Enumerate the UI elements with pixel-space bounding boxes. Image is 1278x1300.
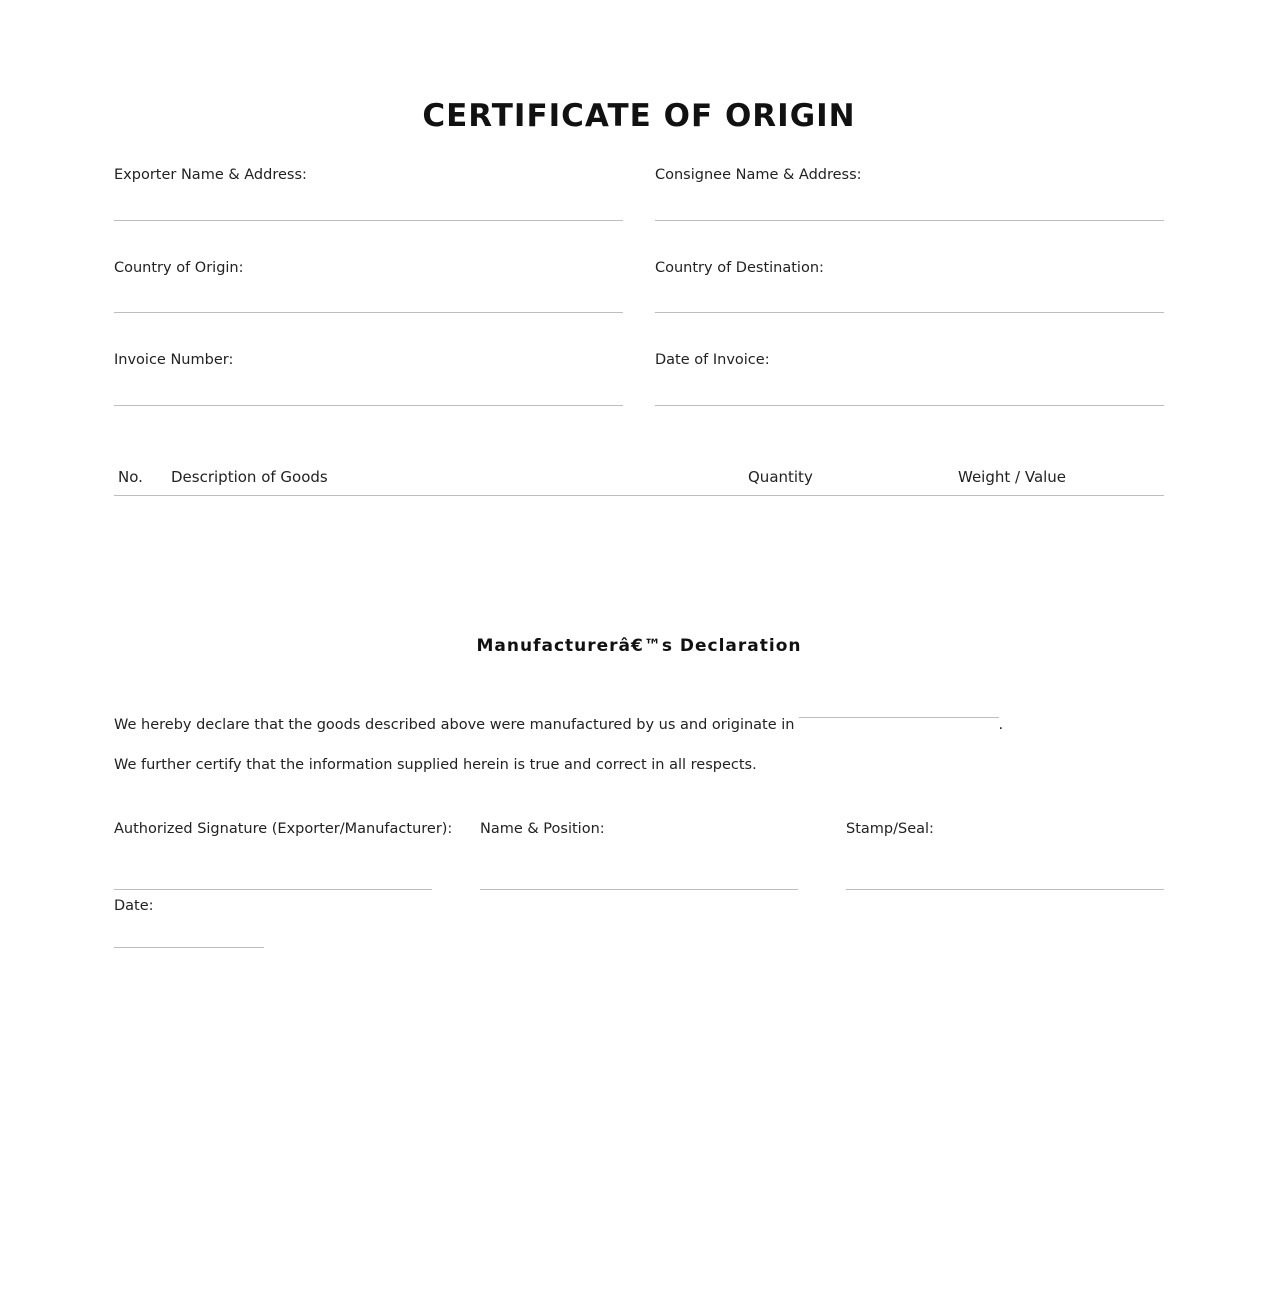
declaration-line-1 <box>114 717 1003 733</box>
invoice-number-label: Invoice Number: <box>114 352 234 368</box>
declaration-line-2: We further certify that the information supplied herein is true and correct in all respects. <box>114 757 757 773</box>
country-destination-field[interactable] <box>655 312 1164 313</box>
column-header-weight-value: Weight / Value <box>958 468 1067 486</box>
consignee-label: Consignee Name & Address: <box>655 167 862 183</box>
exporter-label: Exporter Name & Address: <box>114 167 307 183</box>
name-position-label: Name & Position: <box>480 821 605 837</box>
stamp-field[interactable] <box>846 889 1164 890</box>
country-origin-label: Country of Origin: <box>114 260 244 276</box>
declaration-heading: Manufacturerâ€™s Declaration <box>476 636 802 656</box>
declaration-period: . <box>998 717 1004 733</box>
origin-country-blank[interactable] <box>799 717 999 732</box>
table-header-divider <box>114 495 1164 496</box>
invoice-date-field[interactable] <box>655 405 1164 406</box>
page-title: CERTIFICATE OF ORIGIN <box>422 98 856 134</box>
exporter-field[interactable] <box>114 220 623 221</box>
date-field[interactable] <box>114 947 264 948</box>
stamp-label: Stamp/Seal: <box>846 821 934 837</box>
consignee-field[interactable] <box>655 220 1164 221</box>
column-header-quantity: Quantity <box>748 468 813 486</box>
signature-label: Authorized Signature (Exporter/Manufacturer): <box>114 821 453 837</box>
country-origin-field[interactable] <box>114 312 623 313</box>
country-destination-label: Country of Destination: <box>655 260 824 276</box>
column-header-description: Description of Goods <box>171 468 328 486</box>
invoice-date-label: Date of Invoice: <box>655 352 770 368</box>
signature-field[interactable] <box>114 889 432 890</box>
column-header-no: No. <box>118 468 143 486</box>
date-label: Date: <box>114 898 154 914</box>
name-position-field[interactable] <box>480 889 798 890</box>
invoice-number-field[interactable] <box>114 405 623 406</box>
declaration-text-1: We hereby declare that the goods described above were manufactured by us and originate in <box>114 717 795 733</box>
